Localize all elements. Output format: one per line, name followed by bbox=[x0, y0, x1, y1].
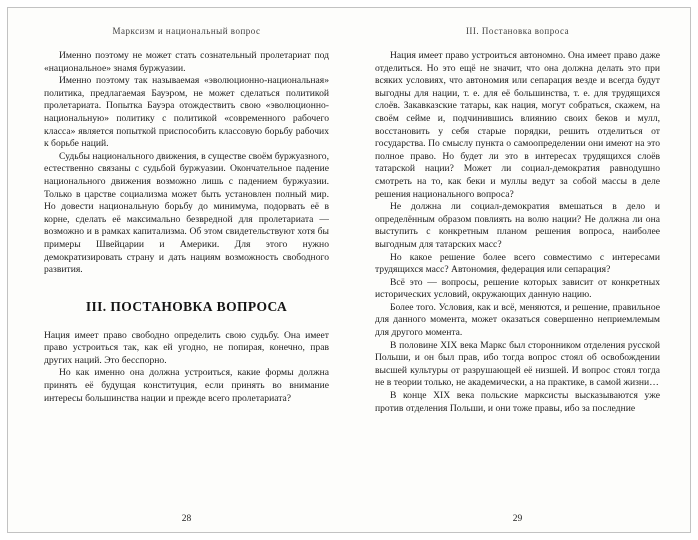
paragraph: В половине XIX века Маркс был сторонником отделения русской Польши, и он был прав, ибо тогда вопрос стоял об освобождении высшей культуры от разрушающей её низшей. И вопрос стоял тогда не в теории только, не академически, а на практике, в самой жизни… bbox=[375, 339, 660, 389]
paragraph: Нация имеет право устроиться автономно. Она имеет право даже отделиться. Но это ещё не значит, что она должна делать это при всяких условиях, что автономия или сепарация везде и всегда будут выгодны для нации, т. е. для её большинства, т. е. для трудящихся слоёв. Закавказские татары, как нация, могут собраться, скажем, на своём сейме и, подчинившись влиянию своих беков и мулл, восстановить у себя старые порядки, решить отделиться от государства. По смыслу пункта о самоопределении они имеют на это полное право. Но будет ли это в интересах трудящихся слоёв татарской нации? Может ли социал-демократия равнодушно смотреть на то, как беки и муллы ведут за собой массы в деле решения национального вопроса? bbox=[375, 50, 660, 200]
paragraph: Нация имеет право свободно определить свою судьбу. Она имеет право устроиться так, как ей угодно, не попирая, конечно, прав других наций. Это бесспорно. bbox=[44, 329, 329, 366]
page-left-body bbox=[44, 50, 329, 508]
paragraph: Всё это — вопросы, решение которых зависит от конкретных исторических условий, окружающих данную нацию. bbox=[375, 276, 660, 301]
section-heading: III. ПОСТАНОВКА ВОПРОСА bbox=[85, 298, 288, 314]
page-number-left: 28 bbox=[181, 514, 192, 524]
paragraph: Но какое решение более всего совместимо с интересами трудящихся масс? Автономия, федерация или сепарация? bbox=[375, 251, 660, 276]
paragraph: Именно поэтому так называемая «эволюционно-национальная» политика, предлагаемая Бауэром, не может сделаться политикой пролетариата. Попытка Бауэра отождествить свою «эволюционно-национальную» политику с политикой «современного рабочего класса» является попыткой приспособить классовую борьбу рабочих к борьбе наций. bbox=[44, 75, 329, 150]
paragraph: Более того. Условия, как и всё, меняются, и решение, правильное для данного момента, может оказаться совершенно неприемлемым для другого момента. bbox=[375, 301, 660, 339]
book-spread bbox=[7, 7, 691, 533]
paragraph: В конце XIX века польские марксисты высказываются уже против отделения Польши, и они тоже правы, ибо за последние bbox=[375, 390, 660, 414]
running-head-right: III. Постановка вопроса bbox=[465, 26, 570, 36]
page-number-right: 29 bbox=[512, 514, 523, 524]
page-right bbox=[349, 8, 690, 532]
paragraph: Не должна ли социал-демократия вмешаться в дело и определённым образом повлиять на волю нации? Не должна ли она выступить с конкретным планом решения вопроса, наиболее выгодным для татарских масс? bbox=[375, 201, 660, 250]
page-right-body bbox=[375, 50, 660, 508]
paragraph: Но как именно она должна устроиться, какие формы должна принять её будущая конституция, если принять во внимание интересы большинства нации и прежде всего пролетариата? bbox=[44, 367, 329, 404]
paragraph: Именно поэтому не может стать сознательный пролетариат под «национальное» знамя буржуазии. bbox=[44, 50, 329, 74]
paragraph: Судьбы национального движения, в существе своём буржуазного, естественно связаны с судьбой буржуазии. Окончательное падение национального движения возможно лишь с падением буржуазии. Только в царстве социализма может быть установлен полный мир. Но довести национальную борьбу до минимума, подорвать её в корне, сделать её максимально безвредной для пролетариата — возможно и в рамках капитализма. Об этом свидетельствуют хотя бы примеры Швейцарии и Америки. Для этого нужно демократизировать страну и дать нациям возможность свободного развития. bbox=[44, 150, 329, 276]
page-left bbox=[8, 8, 349, 532]
running-head-left: Марксизм и национальный вопрос bbox=[112, 26, 261, 36]
